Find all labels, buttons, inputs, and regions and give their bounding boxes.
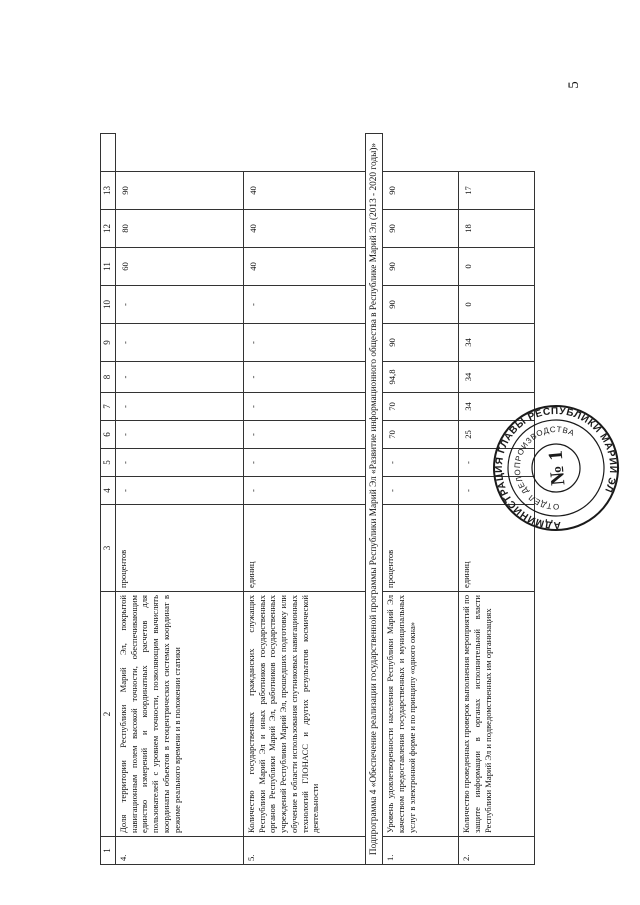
value-cell: 90 bbox=[383, 172, 459, 210]
value-cell: 25 bbox=[459, 421, 535, 449]
indicator-name: Уровень удовлетворенности населения Республики Марий Эл качеством предоставления государственных и муниципальных услуг в электронной форме и по принципу «одного окна» bbox=[383, 592, 459, 837]
value-cell: - bbox=[383, 449, 459, 477]
header-cell: 3 bbox=[101, 505, 116, 592]
value-cell: - bbox=[244, 362, 366, 393]
indicator-name: Доля территории Республики Марий Эл, покрытой навигационным полем высокой точности, обеспечивающим единство измерений и координатных расчетов для пользователей с уровнем точности, позволяющим вычислять координаты объектов в геоцентрических системах координат в режиме реального времени и в положении статики bbox=[116, 592, 244, 837]
value-cell: - bbox=[116, 393, 244, 421]
stamp-number: № 1 bbox=[544, 449, 570, 487]
stamp-outer-text: АДМИНИСТРАЦИЯ ГЛАВЫ РЕСПУБЛИКИ МАРИЙ ЭЛ bbox=[493, 405, 619, 531]
header-cell: 9 bbox=[101, 324, 116, 362]
header-cell: 6 bbox=[101, 421, 116, 449]
unit-cell: процентов bbox=[116, 505, 244, 592]
header-cell: 12 bbox=[101, 210, 116, 248]
header-cell: 8 bbox=[101, 362, 116, 393]
value-cell: 70 bbox=[383, 421, 459, 449]
value-cell: - bbox=[244, 286, 366, 324]
official-stamp-icon bbox=[492, 404, 620, 532]
value-cell: 40 bbox=[244, 248, 366, 286]
value-cell: 0 bbox=[459, 248, 535, 286]
header-cell: 11 bbox=[101, 248, 116, 286]
row-number: 1. bbox=[383, 837, 459, 865]
unit-cell: процентов bbox=[383, 505, 459, 592]
value-cell: 90 bbox=[383, 286, 459, 324]
value-cell: 17 bbox=[459, 172, 535, 210]
indicator-name: Количество государственных гражданских служащих Республики Марий Эл и иных работников государственных органов Республики Марий Эл, работников государственных учреждений Республики Марий Эл, прошедших подготовку или обучение в области использования спутниковых навигационных технологий ГЛОНАСС и других результатов космической деятельности bbox=[244, 592, 366, 837]
value-cell: 94,8 bbox=[383, 362, 459, 393]
value-cell: - bbox=[116, 286, 244, 324]
header-cell: 13 bbox=[101, 172, 116, 210]
value-cell: - bbox=[459, 477, 535, 505]
value-cell: 70 bbox=[383, 393, 459, 421]
value-cell: - bbox=[116, 477, 244, 505]
table-row bbox=[244, 134, 366, 865]
header-cell: 2 bbox=[101, 592, 116, 837]
row-number: 5. bbox=[244, 837, 366, 865]
value-cell: 60 bbox=[116, 248, 244, 286]
value-cell: 40 bbox=[244, 172, 366, 210]
row-number: 4. bbox=[116, 837, 244, 865]
value-cell: - bbox=[116, 449, 244, 477]
indicator-name: Количество проведенных проверок выполнения мероприятий по защите информации в органах исполнительной власти Республики Марий Эл и подведомственных им организациях bbox=[459, 592, 535, 837]
row-number: 2. bbox=[459, 837, 535, 865]
value-cell: 18 bbox=[459, 210, 535, 248]
value-cell: 34 bbox=[459, 393, 535, 421]
value-cell: 0 bbox=[459, 286, 535, 324]
value-cell: 80 bbox=[116, 210, 244, 248]
value-cell: 90 bbox=[116, 172, 244, 210]
page-number: 5 bbox=[566, 81, 582, 89]
unit-cell: единиц bbox=[244, 505, 366, 592]
value-cell: - bbox=[116, 362, 244, 393]
value-cell: 90 bbox=[383, 210, 459, 248]
header-cell: 5 bbox=[101, 449, 116, 477]
header-cell: 7 bbox=[101, 393, 116, 421]
value-cell: 90 bbox=[383, 248, 459, 286]
value-cell: 40 bbox=[244, 210, 366, 248]
unit-cell: единиц bbox=[459, 505, 535, 592]
header-cell bbox=[101, 134, 116, 172]
table-row bbox=[383, 134, 459, 865]
header-cell: 4 bbox=[101, 477, 116, 505]
value-cell: 90 bbox=[383, 324, 459, 362]
value-cell: - bbox=[383, 477, 459, 505]
value-cell: - bbox=[459, 449, 535, 477]
table-row bbox=[116, 134, 244, 865]
value-cell: - bbox=[244, 421, 366, 449]
header-cell: 1 bbox=[101, 837, 116, 865]
stamp-inner-text: ОТДЕЛ ДЕЛОПРОИЗВОДСТВА bbox=[512, 424, 577, 512]
value-cell: 34 bbox=[459, 324, 535, 362]
value-cell: - bbox=[116, 421, 244, 449]
value-cell: - bbox=[244, 449, 366, 477]
header-cell: 10 bbox=[101, 286, 116, 324]
subprogram-title: Подпрограмма 4 «Обеспечение реализации государственной программы Республики Марий Эл «Развитие информационного общества в Республике Марий Эл (2013 - 2020 годы)» bbox=[366, 134, 383, 865]
value-cell: - bbox=[244, 393, 366, 421]
subprogram-title-row bbox=[366, 134, 383, 865]
header-row bbox=[101, 134, 116, 865]
value-cell: - bbox=[244, 477, 366, 505]
indicators-table bbox=[100, 133, 535, 865]
value-cell: 34 bbox=[459, 362, 535, 393]
value-cell: - bbox=[244, 324, 366, 362]
value-cell: - bbox=[116, 324, 244, 362]
